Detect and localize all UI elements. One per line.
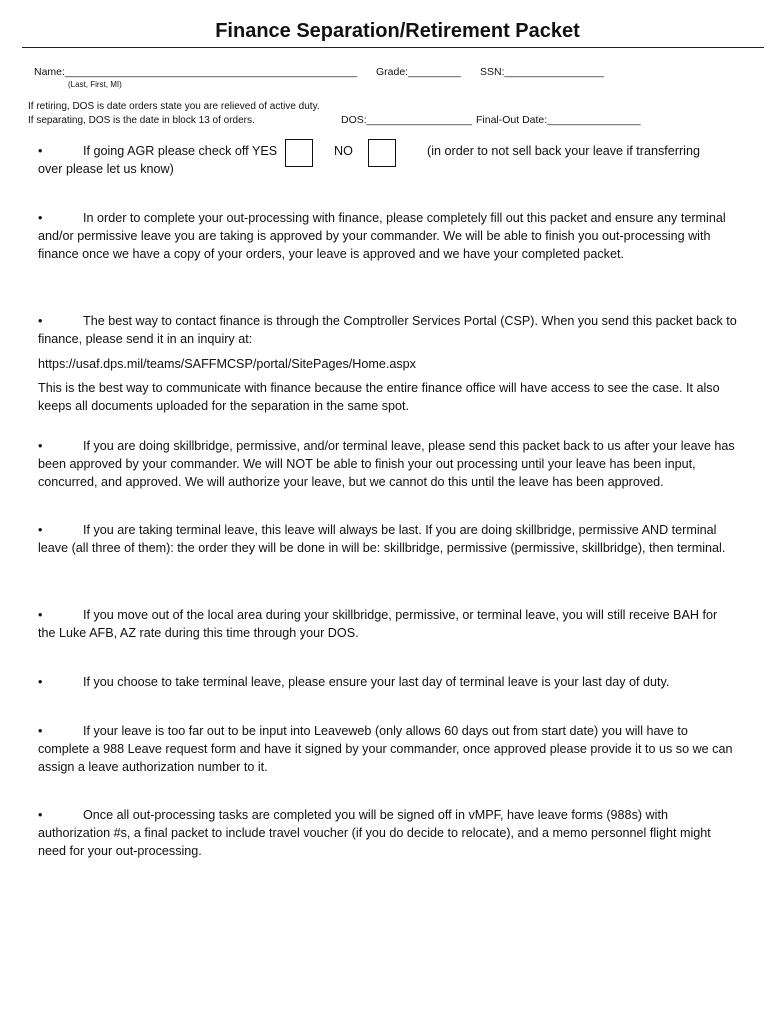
final-out-label: Final-Out Date: (476, 114, 548, 126)
bullet-icon: • (38, 724, 43, 738)
paragraph-text: If you choose to take terminal leave, please ensure your last day of terminal leave is your last day of duty. (83, 675, 670, 689)
final-out-blank[interactable]: ________________ (547, 114, 641, 126)
bullet-icon: • (38, 675, 43, 689)
csp-portal-link[interactable]: https://usaf.dps.mil/teams/SAFFMCSP/portal/SitePages/Home.aspx (38, 357, 416, 371)
agr-yes-checkbox[interactable] (285, 139, 313, 167)
agr-yes-text: If going AGR please check off YES (83, 144, 278, 158)
name-blank[interactable]: __________________________________________________ (64, 66, 357, 78)
name-label: Name: (34, 66, 65, 78)
agr-line2: over please let us know) (38, 162, 174, 176)
name-sublabel: (Last, First, MI) (68, 80, 122, 89)
agr-no-checkbox[interactable] (368, 139, 396, 167)
dos-label: DOS: (341, 114, 367, 126)
paragraph-text: The best way to contact finance is through the Comptroller Services Portal (CSP). When you send this packet back to finance, please send it in an inquiry at: (38, 314, 737, 346)
paragraph-text: In order to complete your out-processing with finance, please completely fill out this packet and ensure any terminal and/or permissive leave you are taking is approved by your commander. We will be able to finish you out-processing with finance once we have a copy of your orders, your leave is approved and we have your completed packet. (38, 211, 726, 261)
bullet-icon: • (38, 211, 43, 225)
bullet-icon: • (38, 808, 43, 822)
name-field[interactable] (34, 66, 357, 78)
bullet-icon: • (38, 314, 43, 328)
dos-note-retiring: If retiring, DOS is date orders state you are relieved of active duty. (28, 101, 320, 112)
paragraph-communicate: This is the best way to communicate with finance because the entire finance office will have access to see the case. It also keeps all documents uploaded for the separation in the same spot. (38, 381, 720, 413)
grade-field[interactable] (376, 66, 461, 78)
paragraph-terminal-leave (38, 521, 738, 557)
paragraph-text: If you are taking terminal leave, this leave will always be last. If you are doing skillbridge, permissive AND terminal leave (all three of them): the order they will be done in will be: skillbridge, permissive (permissive, skillbridge), then terminal. (38, 523, 726, 555)
dos-blank[interactable]: __________________ (366, 114, 472, 126)
paragraph-last-day (38, 673, 738, 691)
ssn-label: SSN: (480, 66, 505, 78)
paragraph-out-processing (38, 806, 738, 860)
paragraph-text: If you are doing skillbridge, permissive, and/or terminal leave, please send this packet back to us after your leave has been approved by your commander. We will NOT be able to finish your out processing until your leave has been input, concurred, and approved. We will authorize your leave, but we cannot do this until the leave has been approved. (38, 439, 735, 489)
title-divider (22, 47, 764, 48)
agr-after-text: (in order to not sell back your leave if transferring (427, 144, 700, 158)
grade-label: Grade: (376, 66, 409, 78)
paragraph-text: If your leave is too far out to be input into Leaveweb (only allows 60 days out from start date) you will have to complete a 988 Leave request form and have it signed by your commander, once approved please provide it to us so we can assign a leave authorization number to it. (38, 724, 733, 774)
paragraph-text: Once all out-processing tasks are completed you will be signed off in vMPF, have leave forms (988s) with authorization #s, a final packet to include travel voucher (if you do decide to relocate), and a memo personnel flight might need for your out-processing. (38, 808, 711, 858)
paragraph-skillbridge (38, 437, 738, 491)
page-title: Finance Separation/Retirement Packet (215, 20, 580, 42)
bullet-icon: • (38, 608, 43, 622)
paragraph-complete-packet (38, 209, 738, 263)
dos-field[interactable] (341, 114, 472, 126)
paragraph-contact-csp (38, 312, 738, 348)
agr-line (38, 144, 277, 158)
dos-note-separating: If separating, DOS is the date in block 13 of orders. (28, 115, 255, 126)
bullet-icon: • (38, 523, 43, 537)
paragraph-text: If you move out of the local area during your skillbridge, permissive, or terminal leave, you will still receive BAH for the Luke AFB, AZ rate during this time through your DOS. (38, 608, 718, 640)
grade-blank[interactable]: _________ (408, 66, 461, 78)
bullet-icon: • (38, 144, 43, 158)
paragraph-leaveweb (38, 722, 738, 776)
ssn-blank[interactable]: _________________ (504, 66, 604, 78)
ssn-field[interactable] (480, 66, 604, 78)
final-out-field[interactable] (476, 114, 641, 126)
agr-no-label: NO (334, 144, 353, 158)
bullet-icon: • (38, 439, 43, 453)
paragraph-bah (38, 606, 738, 642)
